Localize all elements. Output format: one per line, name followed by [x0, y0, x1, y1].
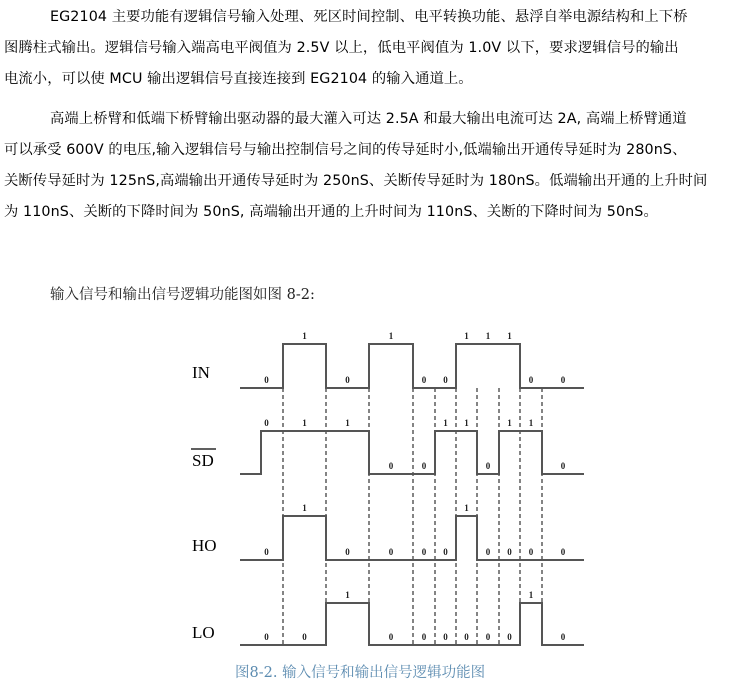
- level-value: 0: [264, 375, 269, 385]
- level-value: 0: [485, 632, 491, 642]
- level-value: 0: [464, 632, 469, 642]
- paragraph-line: 高端上桥臂和低端下桥臂输出驱动器的最大灌入可达 2.5A 和最大输出电流可达 2A, 高端上桥臂通道: [50, 111, 687, 127]
- level-value: 1: [507, 331, 512, 341]
- level-value: 1: [302, 503, 307, 513]
- level-value: 0: [302, 632, 307, 642]
- paragraph-line: EG2104 主要功能有逻辑信号输入处理、死区时间控制、电平转换功能、悬浮自举电源结构和上下桥: [50, 9, 688, 25]
- level-value: 0: [507, 547, 512, 557]
- level-value: 0: [388, 547, 394, 557]
- level-value: 0: [560, 632, 566, 642]
- signal-label-lo: LO: [192, 623, 215, 642]
- level-value: 1: [507, 418, 512, 428]
- level-value: 0: [507, 632, 512, 642]
- level-value: 0: [264, 632, 269, 642]
- level-value: 0: [345, 375, 350, 385]
- level-value: 0: [388, 461, 394, 471]
- signal-labels: [191, 363, 217, 642]
- level-value: 1: [464, 503, 469, 513]
- level-value: 0: [560, 547, 566, 557]
- paragraph-line: 图腾柱式输出。逻辑信号输入端高电平阀值为 2.5V 以上，低电平阀值为 1.0V 以下，要求逻辑信号的输出: [4, 40, 679, 56]
- level-value: 1: [528, 418, 534, 428]
- level-value: 0: [264, 547, 269, 557]
- level-value: 0: [421, 547, 427, 557]
- level-value: 1: [345, 590, 350, 600]
- level-value: 0: [264, 418, 269, 428]
- paragraph-line: 可以承受 600V 的电压,输入逻辑信号与输出控制信号之间的传导延时小,低端输出开通传导延时为 280nS、: [4, 142, 687, 158]
- level-value: 1: [485, 331, 491, 341]
- level-value: 1: [464, 331, 469, 341]
- waveform-sd: [240, 431, 584, 474]
- signal-label-in: IN: [192, 363, 210, 382]
- waveform-lo: [240, 603, 584, 645]
- level-value: 1: [388, 331, 394, 341]
- level-value: 1: [302, 331, 307, 341]
- level-value: 0: [443, 375, 448, 385]
- level-value: 0: [421, 632, 427, 642]
- figure-intro-text: 输入信号和输出信号逻辑功能图如图 8-2:: [50, 287, 315, 303]
- paragraph-line: 为 110nS、关断的下降时间为 50nS, 高端输出开通的上升时间为 110nS、关断的下降时间为 50nS。: [4, 204, 658, 220]
- paragraph-line: 电流小，可以使 MCU 输出逻辑信号直接连接到 EG2104 的输入通道上。: [4, 71, 473, 87]
- level-value: 0: [560, 375, 566, 385]
- level-value: 1: [345, 418, 350, 428]
- level-value: 0: [443, 547, 448, 557]
- level-value: 0: [421, 461, 427, 471]
- level-value: 0: [443, 632, 448, 642]
- level-value: 1: [528, 590, 534, 600]
- signal-label-sd: SD: [192, 451, 214, 470]
- figure-caption: 图8-2. 输入信号和输出信号逻辑功能图: [235, 665, 486, 681]
- level-value: 0: [388, 632, 394, 642]
- level-value: 1: [443, 418, 448, 428]
- level-value: 0: [421, 375, 427, 385]
- level-value: 0: [485, 461, 491, 471]
- level-value: 0: [528, 375, 534, 385]
- level-value: 0: [528, 547, 534, 557]
- signal-label-ho: HO: [192, 536, 217, 555]
- level-value: 1: [464, 418, 469, 428]
- level-value: 1: [302, 418, 307, 428]
- level-value: 0: [485, 547, 491, 557]
- level-value: 0: [345, 547, 350, 557]
- level-value: 0: [560, 461, 566, 471]
- paragraph-line: 关断传导延时为 125nS,高端输出开通传导延时为 250nS、关断传导延时为 180nS。低端输出开通的上升时间: [4, 173, 708, 189]
